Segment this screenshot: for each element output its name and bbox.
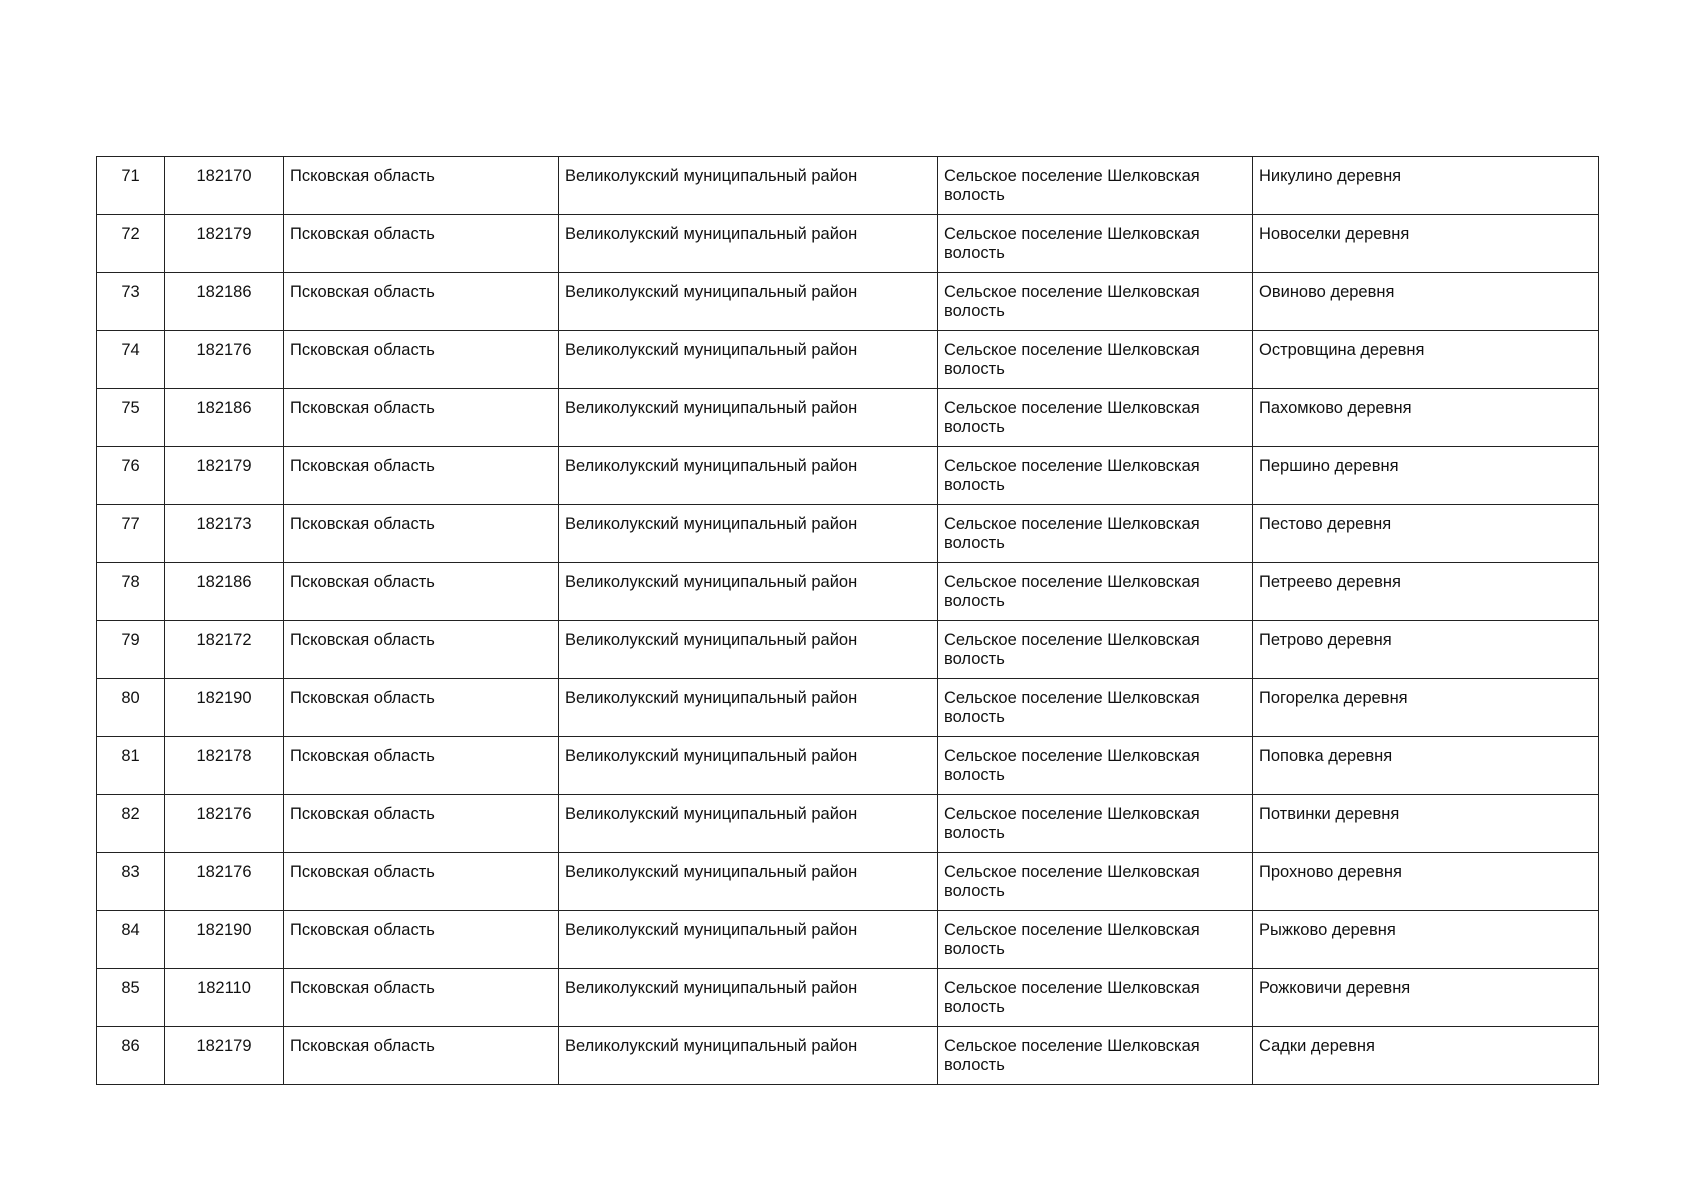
settlement-cell: Сельское поселение Шелковская волость: [938, 215, 1253, 273]
district-cell: Великолукский муниципальный район: [559, 331, 938, 389]
region-cell: Псковская область: [284, 331, 559, 389]
row-number-cell: 86: [97, 1027, 165, 1085]
region-cell: Псковская область: [284, 969, 559, 1027]
district-cell: Великолукский муниципальный район: [559, 447, 938, 505]
region-cell: Псковская область: [284, 447, 559, 505]
region-cell: Псковская область: [284, 621, 559, 679]
district-cell: Великолукский муниципальный район: [559, 389, 938, 447]
postal-index-cell: 182170: [165, 157, 284, 215]
settlement-cell: Сельское поселение Шелковская волость: [938, 621, 1253, 679]
locality-cell: Островщина деревня: [1253, 331, 1599, 389]
region-cell: Псковская область: [284, 679, 559, 737]
settlement-cell: Сельское поселение Шелковская волость: [938, 795, 1253, 853]
locality-cell: Поповка деревня: [1253, 737, 1599, 795]
locality-cell: Першино деревня: [1253, 447, 1599, 505]
locality-cell: Рожковичи деревня: [1253, 969, 1599, 1027]
district-cell: Великолукский муниципальный район: [559, 737, 938, 795]
postal-index-cell: 182176: [165, 853, 284, 911]
table-row: [97, 621, 1599, 679]
locality-cell: Петрово деревня: [1253, 621, 1599, 679]
table-row: [97, 157, 1599, 215]
region-cell: Псковская область: [284, 389, 559, 447]
table-row: [97, 911, 1599, 969]
locality-cell: Прохново деревня: [1253, 853, 1599, 911]
postal-index-cell: 182179: [165, 215, 284, 273]
locality-cell: Никулино деревня: [1253, 157, 1599, 215]
row-number-cell: 72: [97, 215, 165, 273]
region-cell: Псковская область: [284, 911, 559, 969]
region-cell: Псковская область: [284, 795, 559, 853]
settlement-cell: Сельское поселение Шелковская волость: [938, 853, 1253, 911]
region-cell: Псковская область: [284, 157, 559, 215]
district-cell: Великолукский муниципальный район: [559, 215, 938, 273]
row-number-cell: 79: [97, 621, 165, 679]
postal-index-cell: 182179: [165, 447, 284, 505]
settlement-cell: Сельское поселение Шелковская волость: [938, 331, 1253, 389]
district-cell: Великолукский муниципальный район: [559, 621, 938, 679]
postal-index-cell: 182179: [165, 1027, 284, 1085]
postal-index-cell: 182172: [165, 621, 284, 679]
table-row: [97, 853, 1599, 911]
region-cell: Псковская область: [284, 1027, 559, 1085]
district-cell: Великолукский муниципальный район: [559, 911, 938, 969]
settlement-cell: Сельское поселение Шелковская волость: [938, 447, 1253, 505]
locality-cell: Рыжково деревня: [1253, 911, 1599, 969]
settlement-cell: Сельское поселение Шелковская волость: [938, 1027, 1253, 1085]
address-table: [96, 156, 1599, 1085]
postal-index-cell: 182186: [165, 389, 284, 447]
postal-index-cell: 182110: [165, 969, 284, 1027]
row-number-cell: 75: [97, 389, 165, 447]
settlement-cell: Сельское поселение Шелковская волость: [938, 737, 1253, 795]
table-row: [97, 215, 1599, 273]
district-cell: Великолукский муниципальный район: [559, 1027, 938, 1085]
row-number-cell: 78: [97, 563, 165, 621]
table-row: [97, 389, 1599, 447]
settlement-cell: Сельское поселение Шелковская волость: [938, 157, 1253, 215]
settlement-cell: Сельское поселение Шелковская волость: [938, 505, 1253, 563]
row-number-cell: 84: [97, 911, 165, 969]
district-cell: Великолукский муниципальный район: [559, 795, 938, 853]
row-number-cell: 77: [97, 505, 165, 563]
locality-cell: Петреево деревня: [1253, 563, 1599, 621]
table-row: [97, 331, 1599, 389]
row-number-cell: 80: [97, 679, 165, 737]
region-cell: Псковская область: [284, 563, 559, 621]
row-number-cell: 85: [97, 969, 165, 1027]
settlement-cell: Сельское поселение Шелковская волость: [938, 389, 1253, 447]
district-cell: Великолукский муниципальный район: [559, 853, 938, 911]
settlement-cell: Сельское поселение Шелковская волость: [938, 563, 1253, 621]
locality-cell: Новоселки деревня: [1253, 215, 1599, 273]
postal-index-cell: 182176: [165, 331, 284, 389]
table-body: [97, 157, 1599, 1085]
row-number-cell: 83: [97, 853, 165, 911]
region-cell: Псковская область: [284, 273, 559, 331]
locality-cell: Пестово деревня: [1253, 505, 1599, 563]
settlement-cell: Сельское поселение Шелковская волость: [938, 911, 1253, 969]
region-cell: Псковская область: [284, 215, 559, 273]
table-row: [97, 563, 1599, 621]
table-row: [97, 505, 1599, 563]
postal-index-cell: 182173: [165, 505, 284, 563]
table-row: [97, 795, 1599, 853]
locality-cell: Потвинки деревня: [1253, 795, 1599, 853]
settlement-cell: Сельское поселение Шелковская волость: [938, 273, 1253, 331]
region-cell: Псковская область: [284, 737, 559, 795]
settlement-cell: Сельское поселение Шелковская волость: [938, 969, 1253, 1027]
postal-index-cell: 182190: [165, 911, 284, 969]
region-cell: Псковская область: [284, 853, 559, 911]
region-cell: Псковская область: [284, 505, 559, 563]
district-cell: Великолукский муниципальный район: [559, 563, 938, 621]
locality-cell: Овиново деревня: [1253, 273, 1599, 331]
postal-index-cell: 182178: [165, 737, 284, 795]
row-number-cell: 76: [97, 447, 165, 505]
row-number-cell: 81: [97, 737, 165, 795]
postal-index-cell: 182186: [165, 273, 284, 331]
table-row: [97, 447, 1599, 505]
locality-cell: Погорелка деревня: [1253, 679, 1599, 737]
table-row: [97, 1027, 1599, 1085]
table-row: [97, 737, 1599, 795]
postal-index-cell: 182176: [165, 795, 284, 853]
postal-index-cell: 182190: [165, 679, 284, 737]
row-number-cell: 71: [97, 157, 165, 215]
district-cell: Великолукский муниципальный район: [559, 273, 938, 331]
district-cell: Великолукский муниципальный район: [559, 157, 938, 215]
table-row: [97, 679, 1599, 737]
postal-index-cell: 182186: [165, 563, 284, 621]
settlement-cell: Сельское поселение Шелковская волость: [938, 679, 1253, 737]
row-number-cell: 73: [97, 273, 165, 331]
district-cell: Великолукский муниципальный район: [559, 679, 938, 737]
row-number-cell: 82: [97, 795, 165, 853]
district-cell: Великолукский муниципальный район: [559, 969, 938, 1027]
row-number-cell: 74: [97, 331, 165, 389]
locality-cell: Садки деревня: [1253, 1027, 1599, 1085]
table-row: [97, 273, 1599, 331]
table-row: [97, 969, 1599, 1027]
district-cell: Великолукский муниципальный район: [559, 505, 938, 563]
locality-cell: Пахомково деревня: [1253, 389, 1599, 447]
